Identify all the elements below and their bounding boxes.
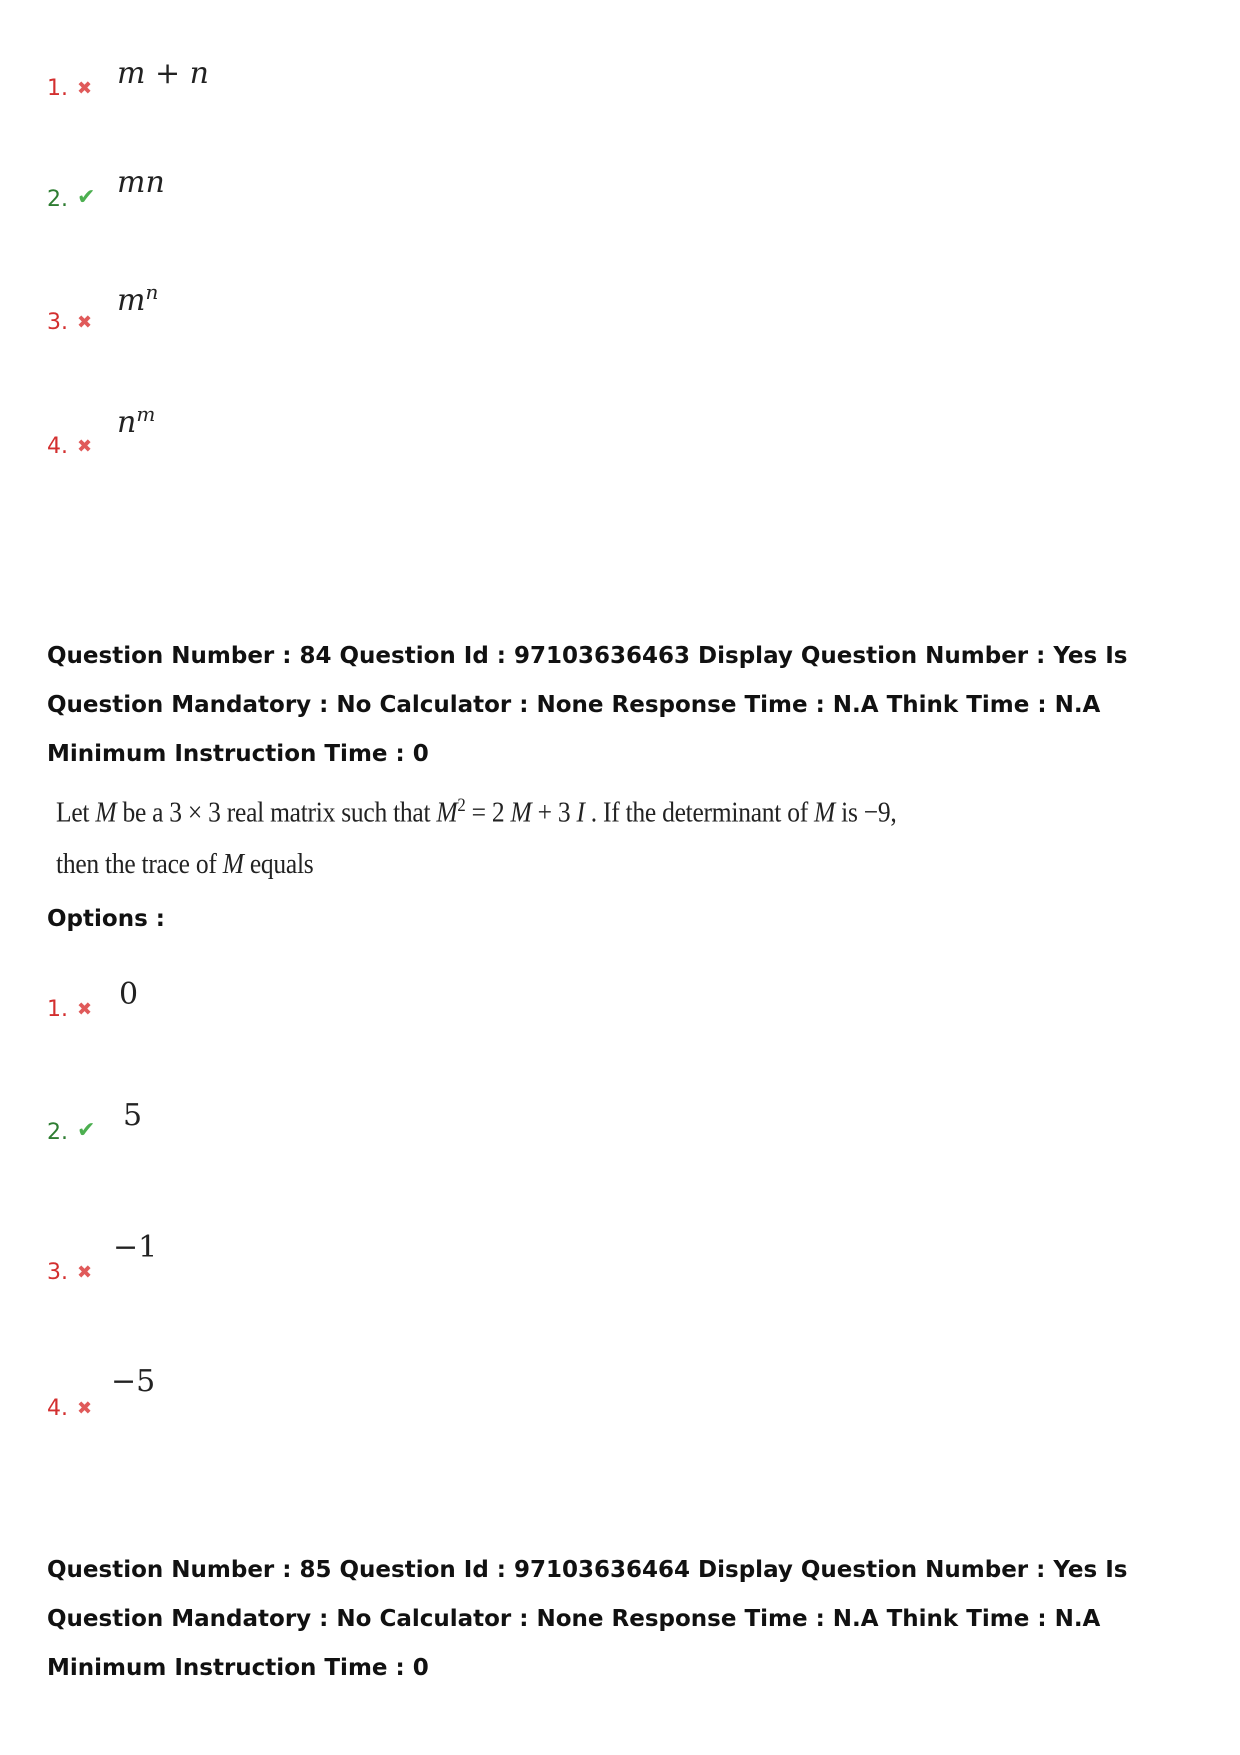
option-value: −1 xyxy=(113,1230,158,1265)
cross-icon: ✖ xyxy=(77,312,93,333)
cross-icon: ✖ xyxy=(77,1262,93,1283)
options-label: Options : xyxy=(47,906,165,932)
option-value: mn xyxy=(117,165,165,200)
option-number: 2. xyxy=(47,187,68,212)
cross-icon: ✖ xyxy=(77,999,93,1020)
prev-option-2 xyxy=(47,165,647,237)
q84-option-1 xyxy=(47,977,647,1047)
q84-option-3 xyxy=(47,1230,647,1310)
check-icon: ✔ xyxy=(77,185,96,210)
option-number: 1. xyxy=(47,76,68,101)
cross-icon: ✖ xyxy=(77,78,93,99)
option-value: m + n xyxy=(117,56,209,91)
cross-icon: ✖ xyxy=(77,1398,93,1419)
option-value: −5 xyxy=(111,1364,156,1399)
option-number: 2. xyxy=(47,1120,68,1145)
option-value: 5 xyxy=(123,1098,143,1133)
prev-option-3 xyxy=(47,280,647,360)
question-84-meta: Question Number : 84 Question Id : 97103636463 Display Question Number : Yes Is Question Mandatory : No Calculator : None Response Time : N.A Think Time : N.A Minimum Instruction Time : 0 xyxy=(47,643,1128,767)
option-number: 3. xyxy=(47,1260,68,1285)
option-value: $m^n$ xyxy=(117,280,159,318)
option-number: 4. xyxy=(47,434,68,459)
q84-option-4 xyxy=(47,1364,647,1446)
question-84-text-line-2: then the trace of M equals xyxy=(56,848,314,880)
prev-option-4 xyxy=(47,402,647,484)
prev-option-1 xyxy=(47,56,647,126)
option-number: 3. xyxy=(47,310,68,335)
cross-icon: ✖ xyxy=(77,436,93,457)
option-number: 4. xyxy=(47,1396,68,1421)
question-84-text-line-1: Let M be a 3 × 3 real matrix such that $M^2 = 2$ M + 3 I . If the determinant of M is −9, xyxy=(56,795,897,829)
option-value: 0 xyxy=(119,977,139,1012)
check-icon: ✔ xyxy=(77,1118,96,1143)
option-value: $n^m$ xyxy=(117,402,156,440)
question-85-meta: Question Number : 85 Question Id : 97103636464 Display Question Number : Yes Is Question Mandatory : No Calculator : None Response Time : N.A Think Time : N.A Minimum Instruction Time : 0 xyxy=(47,1557,1128,1681)
option-number: 1. xyxy=(47,997,68,1022)
q84-option-2 xyxy=(47,1098,647,1170)
